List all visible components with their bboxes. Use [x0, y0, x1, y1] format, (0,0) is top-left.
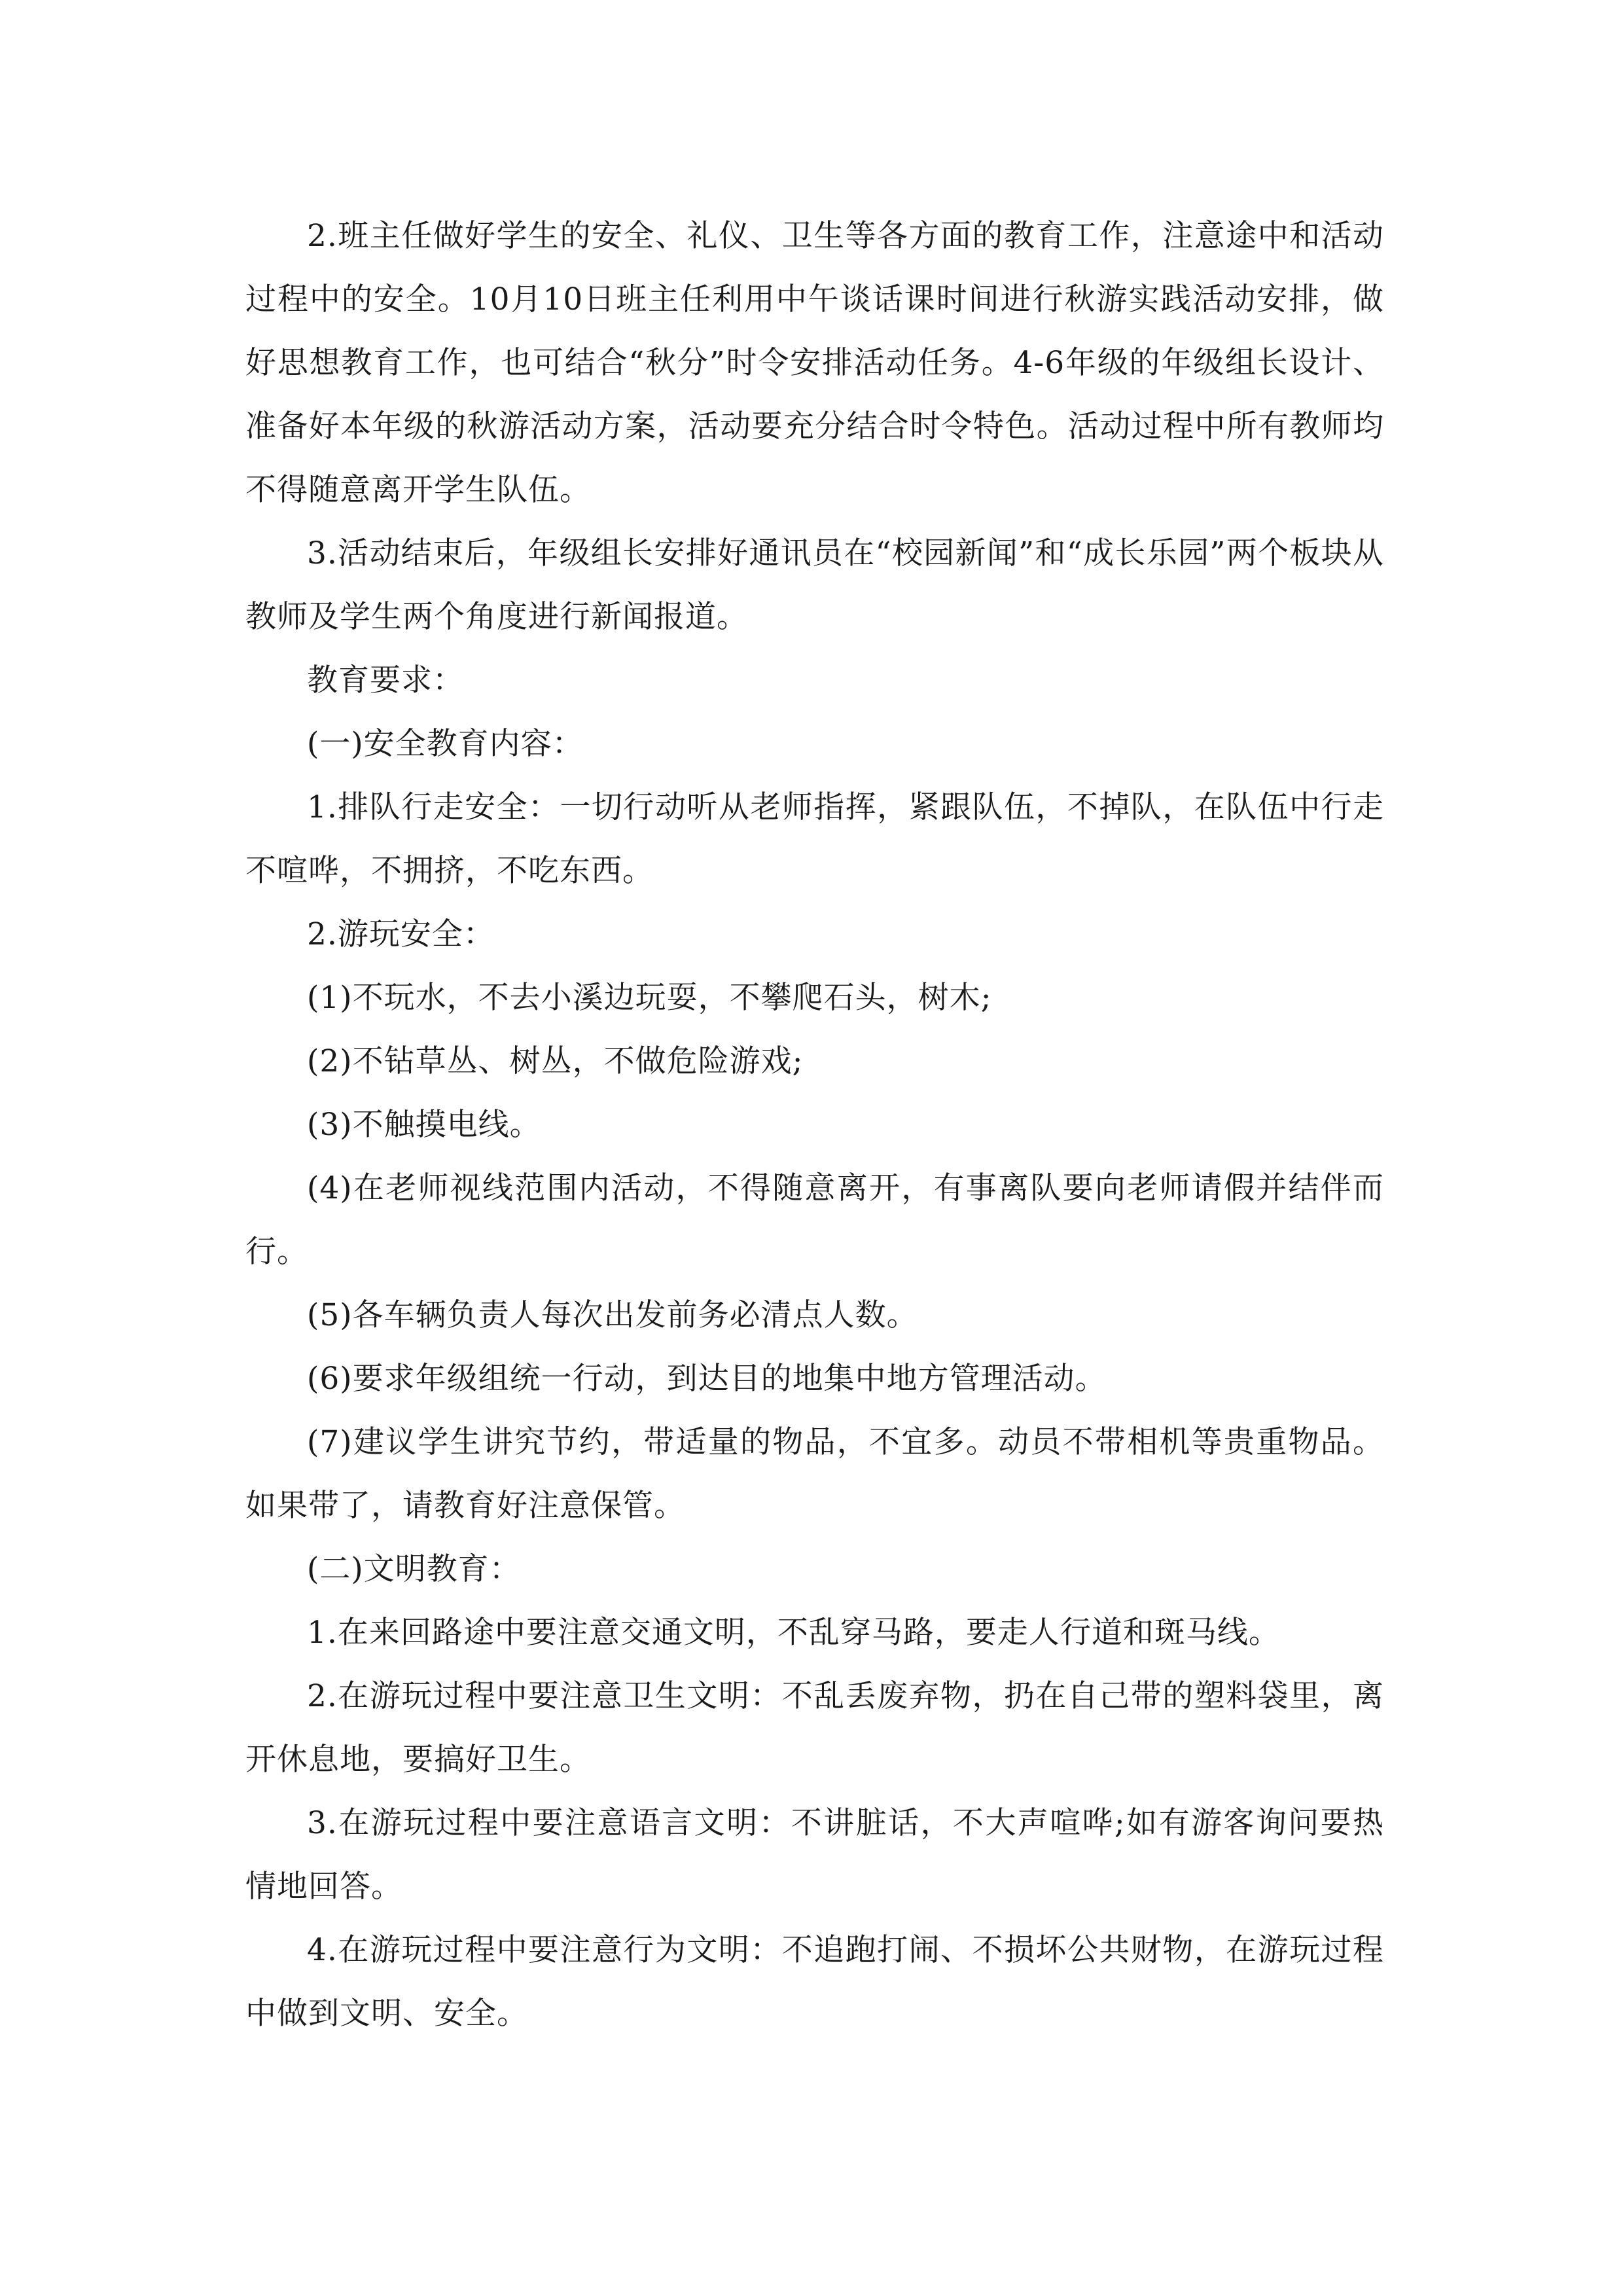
list-item-safety-5: (5)各车辆负责人每次出发前务必清点人数。 [307, 1297, 918, 1333]
list-item-civility-2: 2.在游玩过程中要注意卫生文明：不乱丢废弃物，扔在自己带的塑料袋里，离开休息地，要搞好卫生。 [245, 1678, 1384, 1778]
list-item-safety-7: (7)建议学生讲究节约，带适量的物品，不宜多。动员不带相机等贵重物品。如果带了，请教育好注意保管。 [245, 1424, 1384, 1524]
paragraph-class-teacher-duties: 2.班主任做好学生的安全、礼仪、卫生等各方面的教育工作，注意途中和活动过程中的安全。10月10日班主任利用中午谈话课时间进行秋游实践活动安排，做好思想教育工作，也可结合“秋分”时令安排活动任务。4-6年级的年级组长设计、准备好本年级的秋游活动方案，活动要充分结合时令特色。活动过程中所有教师均不得随意离开学生队伍。 [245, 218, 1384, 508]
list-item-safety-3: (3)不触摸电线。 [307, 1107, 541, 1143]
list-item-safety-6: (6)要求年级组统一行动，到达目的地集中地方管理活动。 [307, 1361, 1107, 1397]
subheading-play-safety: 2.游玩安全： [307, 916, 495, 952]
paragraph-news-report: 3.活动结束后，年级组长安排好通讯员在“校园新闻”和“成长乐园”两个板块从教师及学生两个角度进行新闻报道。 [245, 535, 1384, 635]
list-item-civility-4: 4.在游玩过程中要注意行为文明：不追跑打闹、不损坏公共财物，在游玩过程中做到文明、安全。 [245, 1932, 1384, 2032]
list-item-safety-1: (1)不玩水，不去小溪边玩耍，不攀爬石头，树木; [307, 980, 992, 1016]
section-heading-civility-education: (二)文明教育： [307, 1551, 521, 1587]
list-item-safety-4: (4)在老师视线范围内活动，不得随意离开，有事离队要向老师请假并结伴而行。 [245, 1170, 1384, 1270]
list-item-safety-2: (2)不钻草丛、树丛，不做危险游戏; [307, 1043, 804, 1079]
section-heading-safety-education: (一)安全教育内容： [307, 726, 584, 762]
list-item-civility-1: 1.在来回路途中要注意交通文明，不乱穿马路，要走人行道和斑马线。 [307, 1615, 1280, 1651]
paragraph-queue-safety: 1.排队行走安全：一切行动听从老师指挥，紧跟队伍，不掉队，在队伍中行走不喧哗，不拥挤，不吃东西。 [245, 789, 1384, 889]
section-heading-education-requirements: 教育要求： [307, 662, 464, 698]
document-body [245, 204, 1384, 2045]
list-item-civility-3: 3.在游玩过程中要注意语言文明：不讲脏话，不大声喧哗;如有游客询问要热情地回答。 [245, 1805, 1384, 1905]
